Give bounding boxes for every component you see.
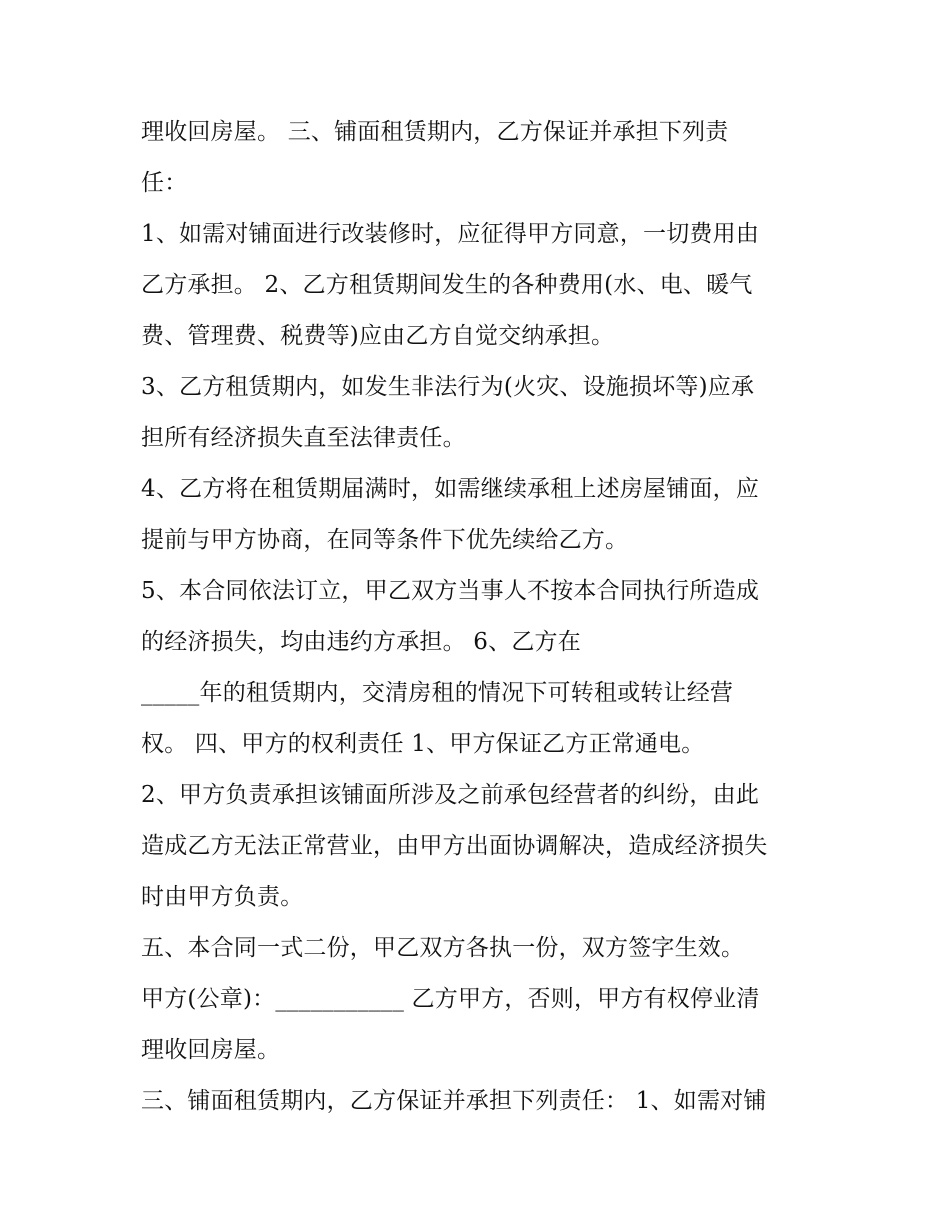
text-line-5: 费、管理费、税费等)应由乙方自觉交纳承担。 xyxy=(141,323,615,349)
text-line-4: 乙方承担。 2、乙方租赁期间发生的各种费用(水、电、暖气 xyxy=(141,272,753,298)
text-line-17: 五、本合同一式二份，甲乙双方各执一份，双方签字生效。 xyxy=(141,935,745,961)
text-line-18: 甲方(公章)：___________ 乙方甲方，否则，甲方有权停业清 xyxy=(141,986,760,1012)
text-line-3: 1、如需对铺面进行改装修时，应征得甲方同意，一切费用由 xyxy=(141,221,760,247)
text-line-2: 任： xyxy=(141,170,188,196)
text-line-14: 2、甲方负责承担该铺面所涉及之前承包经营者的纠纷，由此 xyxy=(141,782,760,808)
contract-text-block xyxy=(141,107,821,1127)
text-line-20: 三、铺面租赁期内，乙方保证并承担下列责任： 1、如需对铺 xyxy=(141,1088,767,1114)
text-line-9: 提前与甲方协商，在同等条件下优先续给乙方。 xyxy=(141,527,629,553)
text-line-1: 理收回房屋。 三、铺面租赁期内，乙方保证并承担下列责 xyxy=(141,119,729,145)
text-line-15: 造成乙方无法正常营业，由甲方出面协调解决，造成经济损失 xyxy=(141,833,768,859)
text-line-6: 3、乙方租赁期内，如发生非法行为(火灾、设施损坏等)应承 xyxy=(141,374,755,400)
text-line-7: 担所有经济损失直至法律责任。 xyxy=(141,425,466,451)
text-line-11: 的经济损失，均由违约方承担。 6、乙方在 xyxy=(141,629,581,655)
text-line-19: 理收回房屋。 xyxy=(141,1037,281,1063)
text-line-8: 4、乙方将在租赁期届满时，如需继续承租上述房屋铺面，应 xyxy=(141,476,760,502)
text-line-10: 5、本合同依法订立，甲乙双方当事人不按本合同执行所造成 xyxy=(141,578,760,604)
text-line-16: 时由甲方负责。 xyxy=(141,884,304,910)
text-line-12: _____年的租赁期内，交清房租的情况下可转租或转让经营 xyxy=(141,680,734,706)
text-line-13: 权。 四、甲方的权利责任 1、甲方保证乙方正常通电。 xyxy=(141,731,705,757)
